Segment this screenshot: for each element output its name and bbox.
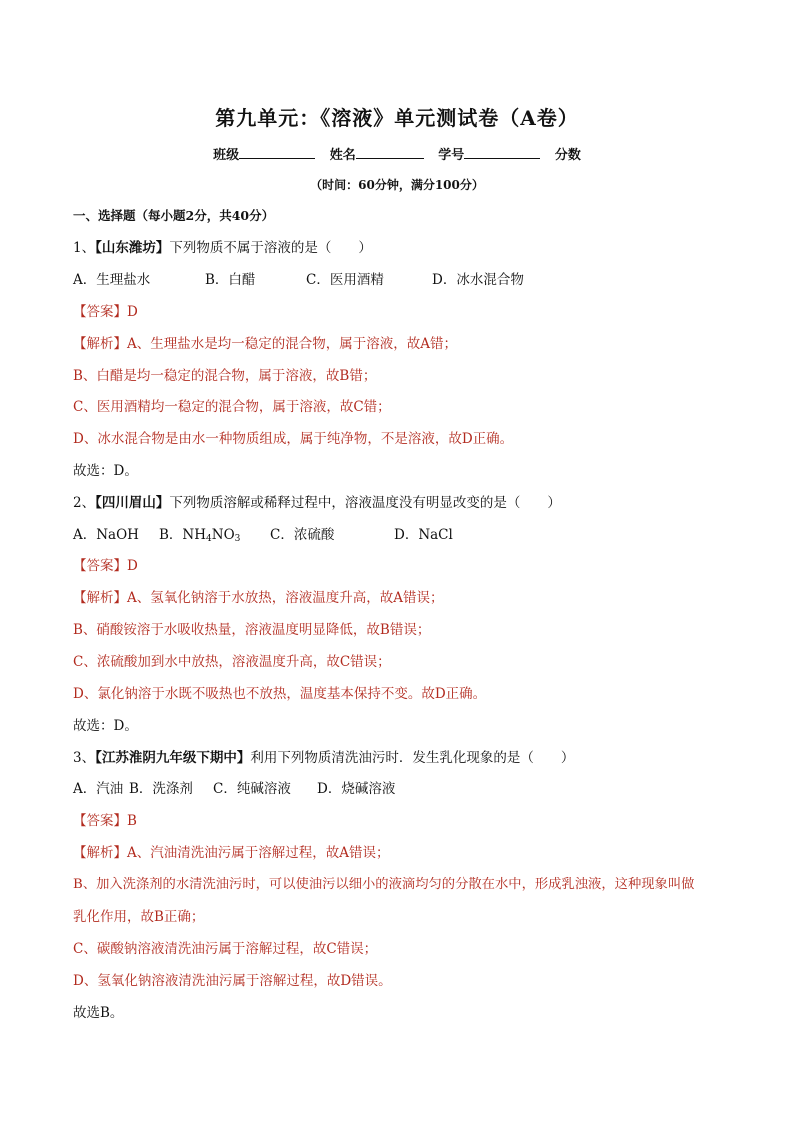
- name-label: 姓名: [329, 148, 356, 163]
- question-3-options: [73, 780, 395, 798]
- question-number: 1、: [73, 240, 96, 256]
- question-2-analysis-line: D、氯化钠溶于水既不吸热也不放热，温度基本保持不变。故D正确。: [73, 686, 487, 702]
- question-2-analysis-line: B、硝酸铵溶于水吸收热量，溶液温度明显降低，故B错误；: [73, 622, 431, 638]
- question-number: 3、: [73, 750, 96, 766]
- option-c: C．浓硫酸: [270, 527, 335, 543]
- question-source: 【四川眉山】: [95, 495, 170, 511]
- question-3-analysis-line: D、氢氧化钠溶液清洗油污属于溶解过程，故D错误。: [73, 973, 392, 989]
- option-b: B．洗涤剂: [129, 781, 193, 797]
- class-label: 班级: [213, 148, 240, 163]
- question-3-conclusion: 故选B。: [73, 1005, 124, 1021]
- question-3-analysis-line: [73, 844, 390, 862]
- question-2-stem: [73, 494, 561, 512]
- question-3-stem: [73, 749, 574, 767]
- answer-value: D: [127, 558, 138, 574]
- question-3-analysis-line: B、加入洗涤剂的水清洗油污时，可以使油污以细小的液滴均匀的分散在水中，形成乳浊液，这种现象叫做: [73, 877, 695, 892]
- option-d: D．冰水混合物: [432, 272, 524, 288]
- option-d: D．NaCl: [394, 527, 453, 543]
- analysis-label: 【解析】: [73, 845, 127, 861]
- question-3-answer: [73, 812, 137, 830]
- question-1-conclusion: 故选：D。: [73, 463, 138, 479]
- question-2-analysis-line: [73, 589, 444, 607]
- option-a: A．NaOH: [73, 527, 139, 543]
- analysis-label: 【解析】: [73, 590, 127, 606]
- question-1-stem: [73, 239, 372, 257]
- question-source: 【江苏淮阴九年级下期中】: [95, 750, 251, 766]
- question-text: 下列物质溶解或稀释过程中，溶液温度没有明显改变的是（ ）: [169, 495, 561, 511]
- option-a: A．生理盐水: [73, 272, 151, 288]
- question-number: 2、: [73, 495, 96, 511]
- analysis-text: A、汽油清洗油污属于溶解过程，故A错误；: [127, 845, 390, 861]
- question-3-analysis-line: 乳化作用，故B正确；: [73, 909, 205, 925]
- question-1-analysis-line: B、白醋是均一稳定的混合物，属于溶液，故B错；: [73, 368, 377, 384]
- option-d: D．烧碱溶液: [317, 781, 396, 797]
- question-text: 利用下列物质清洗油污时．发生乳化现象的是（ ）: [250, 750, 575, 766]
- option-c: C．纯碱溶液: [213, 781, 291, 797]
- question-2-conclusion: 故选：D。: [73, 718, 138, 734]
- question-1-analysis-line: C、医用酒精均一稳定的混合物，属于溶液，故C错；: [73, 399, 391, 415]
- student-info-row: [0, 144, 794, 163]
- student-id-label: 学号: [438, 148, 465, 163]
- analysis-text: A、氢氧化钠溶于水放热，溶液温度升高，故A错误；: [127, 590, 444, 606]
- question-source: 【山东潍坊】: [95, 240, 170, 256]
- question-2-analysis-line: C、浓硫酸加到水中放热，溶液温度升高，故C错误；: [73, 654, 391, 670]
- option-c: C．医用酒精: [306, 272, 384, 288]
- question-1-options: [73, 271, 524, 289]
- question-2-answer: [73, 557, 138, 575]
- name-blank[interactable]: [356, 145, 424, 159]
- analysis-label: 【解析】: [73, 336, 127, 352]
- student-id-blank[interactable]: [464, 145, 540, 159]
- question-1-analysis-line: D、冰水混合物是由水一种物质组成，属于纯净物，不是溶液，故D正确。: [73, 431, 514, 447]
- question-1-analysis-line: [73, 335, 457, 353]
- option-b: B．白醋: [205, 272, 256, 288]
- page-title: 第九单元：《溶液》单元测试卷（A卷）: [215, 106, 579, 130]
- answer-value: D: [127, 304, 138, 320]
- answer-label: 【答案】: [73, 813, 127, 829]
- answer-value: B: [127, 813, 137, 829]
- analysis-text: A、生理盐水是均一稳定的混合物，属于溶液，故A错；: [127, 336, 457, 352]
- score-label: 分数: [554, 148, 581, 163]
- answer-label: 【答案】: [73, 558, 127, 574]
- option-b: B．$NH_4NO_3$: [159, 527, 241, 544]
- question-1-answer: [73, 303, 138, 321]
- question-3-analysis-line: C、碳酸钠溶液清洗油污属于溶解过程，故C错误；: [73, 941, 378, 957]
- section-heading: 一、选择题（每小题2分，共40分）: [73, 208, 275, 223]
- question-2-options: [73, 526, 453, 548]
- option-a: A．汽油: [73, 781, 124, 797]
- answer-label: 【答案】: [73, 304, 127, 320]
- question-text: 下列物质不属于溶液的是（ ）: [169, 240, 372, 256]
- class-blank[interactable]: [239, 145, 315, 159]
- exam-meta: （时间：60分钟，满分100分）: [310, 178, 484, 192]
